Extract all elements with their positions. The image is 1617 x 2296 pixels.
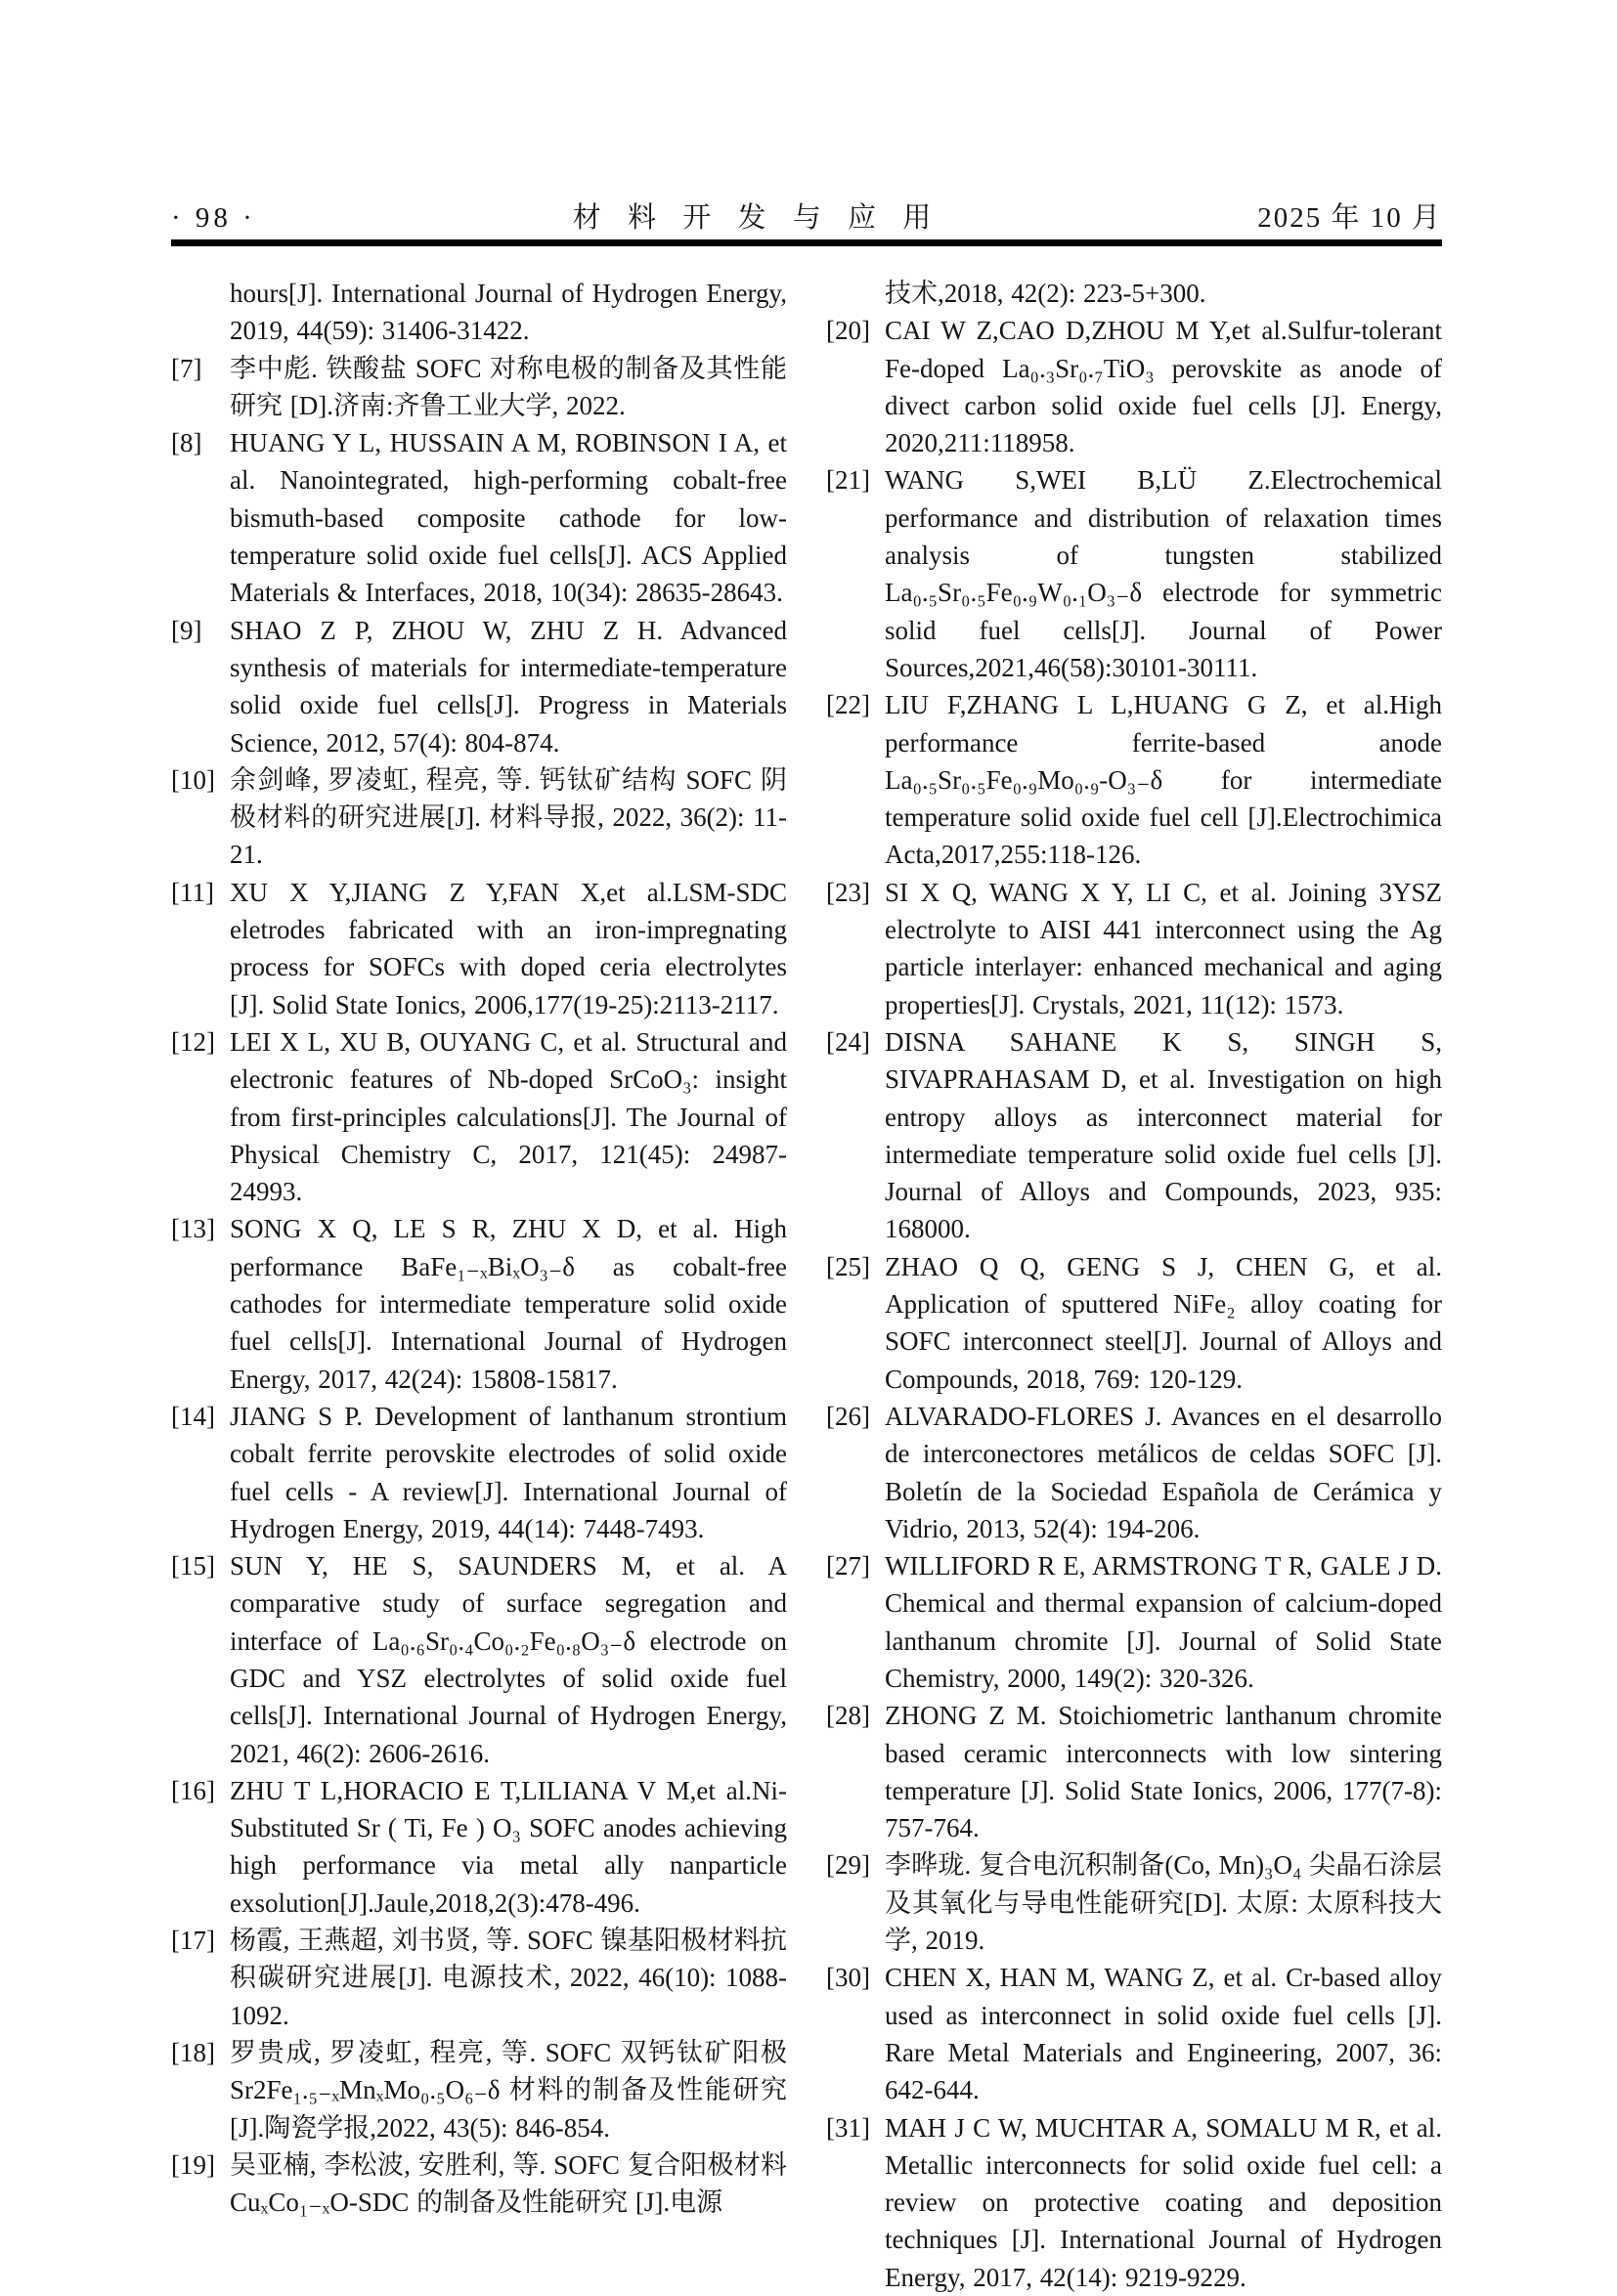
reference-number: [23] xyxy=(826,877,870,907)
reference-text: ZHONG Z M. Stoichiometric lanthanum chromite based ceramic interconnects with low sintering temperature [J]. Solid State Ionics, 2006, 177(7-8): 757-764. xyxy=(885,1701,1442,1843)
reference-number: [8] xyxy=(171,428,202,458)
reference-text: XU X Y,JIANG Z Y,FAN X,et al.LSM-SDC eletrodes fabricated with an iron-impregnating process for SOFCs with doped ceria electrolytes [J]. Solid State Ionics, 2006,177(19-25):2113-2117. xyxy=(230,877,787,1019)
reference-text: ALVARADO-FLORES J. Avances en el desarrollo de interconectores metálicos de celdas SOFC [J]. Boletín de la Sociedad Española de Cerámica y Vidrio, 2013, 52(4): 194-206. xyxy=(885,1401,1442,1543)
reference-number: [28] xyxy=(826,1701,870,1731)
reference-number: [31] xyxy=(826,2112,870,2143)
reference-entry xyxy=(826,874,1442,1023)
reference-text: DISNA SAHANE K S, SINGH S, SIVAPRAHASAM D, et al. Investigation on high entropy alloys as interconnect material for intermediate temperature solid oxide fuel cells [J]. Journal of Alloys and Compounds, 2023, 935: 168000. xyxy=(885,1026,1442,1244)
reference-entry xyxy=(826,1248,1442,1398)
reference-entry xyxy=(171,350,787,425)
reference-text: WILLIFORD R E, ARMSTRONG T R, GALE J D. Chemical and thermal expansion of calcium-doped lanthanum chromite [J]. Journal of Solid State Chemistry, 2000, 149(2): 320-326. xyxy=(885,1551,1442,1693)
reference-entry xyxy=(171,1772,787,1922)
reference-number: [19] xyxy=(171,2149,215,2180)
reference-number: [18] xyxy=(171,2037,215,2067)
reference-number: [26] xyxy=(826,1401,870,1431)
reference-text: 李中彪. 铁酸盐 SOFC 对称电极的制备及其性能研究 [D].济南:齐鲁工业大学, 2022. xyxy=(230,353,787,420)
reference-entry xyxy=(171,761,787,874)
reference-number: [15] xyxy=(171,1551,215,1581)
reference-text: CHEN X, HAN M, WANG Z, et al. Cr-based alloy used as interconnect in solid oxide fuel cells [J]. Rare Metal Materials and Engineering, 2007, 36: 642-644. xyxy=(885,1963,1442,2105)
reference-text: WANG S,WEI B,LÜ Z.Electrochemical performance and distribution of relaxation times analysis of tungsten stabilized La₀.₅Sr₀.₅Fe₀.₉W₀.₁O₃₋δ electrode for symmetric solid fuel cells[J]. Journal of Power Sources,2021,46(58):30101-30111. xyxy=(885,465,1442,682)
reference-text: ZHU T L,HORACIO E T,LILIANA V M,et al.Ni-Substituted Sr ( Ti, Fe ) O₃ SOFC anodes achieving high performance via metal ally nanparticle exsolution[J].Jaule,2018,2(3):478-496. xyxy=(230,1775,787,1918)
reference-number: [17] xyxy=(171,1926,215,1956)
reference-text: SONG X Q, LE S R, ZHU X D, et al. High performance BaFe₁₋ₓBiₓO₃₋δ as cobalt-free cathodes for intermediate temperature solid oxide fuel cells[J]. International Journal of Hydrogen Energy, 2017, 42(24): 15808-15817. xyxy=(230,1214,787,1394)
reference-number: [22] xyxy=(826,690,870,720)
reference-entry xyxy=(171,1210,787,1397)
reference-text: HUANG Y L, HUSSAIN A M, ROBINSON I A, et al. Nanointegrated, high-performing cobalt-free bismuth-based composite cathode for low-temperature solid oxide fuel cells[J]. ACS Applied Materials & Interfaces, 2018, 10(34): 28635-28643. xyxy=(230,428,787,608)
reference-text: hours[J]. International Journal of Hydrogen Energy, 2019, 44(59): 31406-31422. xyxy=(230,279,787,346)
reference-entry xyxy=(826,1697,1442,1846)
reference-entry xyxy=(826,312,1442,461)
reference-text: JIANG S P. Development of lanthanum strontium cobalt ferrite perovskite electrodes of solid oxide fuel cells - A review[J]. International Journal of Hydrogen Energy, 2019, 44(14): 7448-7493. xyxy=(230,1401,787,1543)
reference-text: 李晔珑. 复合电沉积制备(Co, Mn)₃O₄ 尖晶石涂层及其氧化与导电性能研究[D]. 太原: 太原科技大学, 2019. xyxy=(885,1850,1442,1956)
page-number: · 98 · xyxy=(171,202,256,234)
references-left-column xyxy=(171,275,787,2296)
reference-entry xyxy=(826,461,1442,686)
reference-number: [14] xyxy=(171,1401,215,1431)
reference-text: 杨霞, 王燕超, 刘书贤, 等. SOFC 镍基阳极材料抗积碳研究进展[J]. 电源技术, 2022, 46(10): 1088-1092. xyxy=(230,1926,787,2030)
reference-entry xyxy=(826,1959,1442,2108)
reference-number: [11] xyxy=(171,877,214,907)
reference-entry xyxy=(171,2034,787,2146)
reference-text: 罗贵成, 罗凌虹, 程亮, 等. SOFC 双钙钛矿阳极 Sr2Fe₁.₅₋ₓMnₓMo₀.₅O₆₋δ 材料的制备及性能研究 [J].陶瓷学报,2022, 43(5): 846-854. xyxy=(230,2037,787,2143)
reference-entry xyxy=(171,874,787,1023)
reference-entry xyxy=(826,1846,1442,1959)
reference-entry xyxy=(171,1547,787,1772)
reference-entry xyxy=(171,1023,787,1210)
reference-entry xyxy=(826,2109,1442,2296)
reference-entry xyxy=(171,2146,787,2222)
reference-text: SI X Q, WANG X Y, LI C, et al. Joining 3YSZ electrolyte to AISI 441 interconnect using the Ag particle interlayer: enhanced mechanical and aging properties[J]. Crystals, 2021, 11(12): 1573. xyxy=(885,877,1442,1019)
reference-entry xyxy=(171,1398,787,1547)
reference-number: [12] xyxy=(171,1026,215,1057)
reference-text: LIU F,ZHANG L L,HUANG G Z, et al.High performance ferrite-based anode La₀.₅Sr₀.₅Fe₀.₉Mo₀.₉-O₃₋δ for intermediate temperature solid oxide fuel cell [J].Electrochimica Acta,2017,255:118-126. xyxy=(885,690,1442,870)
reference-text: MAH J C W, MUCHTAR A, SOMALU M R, et al. Metallic interconnects for solid oxide fuel cell: a review on protective coating and deposition techniques [J]. International Journal of Hydrogen Energy, 2017, 42(14): 9219-9229. xyxy=(885,2112,1442,2292)
reference-number: [9] xyxy=(171,615,202,645)
reference-text: SHAO Z P, ZHOU W, ZHU Z H. Advanced synthesis of materials for intermediate-temperature solid oxide fuel cells[J]. Progress in Materials Science, 2012, 57(4): 804-874. xyxy=(230,615,787,758)
reference-number: [24] xyxy=(826,1026,870,1057)
reference-number: [21] xyxy=(826,465,870,496)
reference-number: [27] xyxy=(826,1551,870,1581)
reference-number: [7] xyxy=(171,353,202,383)
reference-number: [13] xyxy=(171,1214,215,1244)
reference-entry xyxy=(826,686,1442,873)
reference-number: [25] xyxy=(826,1251,870,1281)
references-section xyxy=(171,275,1442,2296)
reference-entry xyxy=(171,424,787,611)
reference-number: [20] xyxy=(826,316,870,346)
reference-number: [16] xyxy=(171,1775,215,1805)
reference-entry xyxy=(171,1922,787,2034)
reference-text: 余剑峰, 罗凌虹, 程亮, 等. 钙钛矿结构 SOFC 阴极材料的研究进展[J]. 材料导报, 2022, 36(2): 11-21. xyxy=(230,764,787,870)
reference-entry xyxy=(826,1547,1442,1697)
reference-text: 吴亚楠, 李松波, 安胜利, 等. SOFC 复合阳极材料 CuₓCo₁₋ₓO-SDC 的制备及性能研究 [J].电源 xyxy=(230,2149,787,2218)
page-header xyxy=(171,195,1442,236)
reference-number: [10] xyxy=(171,764,215,795)
reference-entry xyxy=(826,275,1442,312)
reference-number: [29] xyxy=(826,1850,870,1881)
reference-text: LEI X L, XU B, OUYANG C, et al. Structural and electronic features of Nb-doped SrCoO₃: insight from first-principles calculations[J]. The Journal of Physical Chemistry C, 2017, 121(45): 24987-24993. xyxy=(230,1026,787,1207)
reference-text: CAI W Z,CAO D,ZHOU M Y,et al.Sulfur-tolerant Fe-doped La₀.₃Sr₀.₇TiO₃ perovskite as anode of divect carbon solid oxide fuel cells [J]. Energy, 2020,211:118958. xyxy=(885,316,1442,458)
header-divider-rule xyxy=(171,239,1442,246)
references-right-column xyxy=(826,275,1442,2296)
reference-number: [30] xyxy=(826,1963,870,1993)
reference-text: SUN Y, HE S, SAUNDERS M, et al. A comparative study of surface segregation and interface of La₀.₆Sr₀.₄Co₀.₂Fe₀.₈O₃₋δ electrode on GDC and YSZ electrolytes of solid oxide fuel cells[J]. International Journal of Hydrogen Energy, 2021, 46(2): 2606-2616. xyxy=(230,1551,787,1768)
reference-text: ZHAO Q Q, GENG S J, CHEN G, et al. Application of sputtered NiFe₂ alloy coating for SOFC interconnect steel[J]. Journal of Alloys and Compounds, 2018, 769: 120-129. xyxy=(885,1251,1442,1394)
reference-entry xyxy=(171,612,787,761)
journal-title: 材 料 开 发 与 应 用 xyxy=(572,202,941,234)
reference-entry xyxy=(171,275,787,350)
issue-date: 2025 年 10 月 xyxy=(1257,202,1442,234)
reference-text: 技术,2018, 42(2): 223-5+300. xyxy=(885,279,1206,308)
reference-entry xyxy=(826,1023,1442,1248)
reference-entry xyxy=(826,1398,1442,1547)
